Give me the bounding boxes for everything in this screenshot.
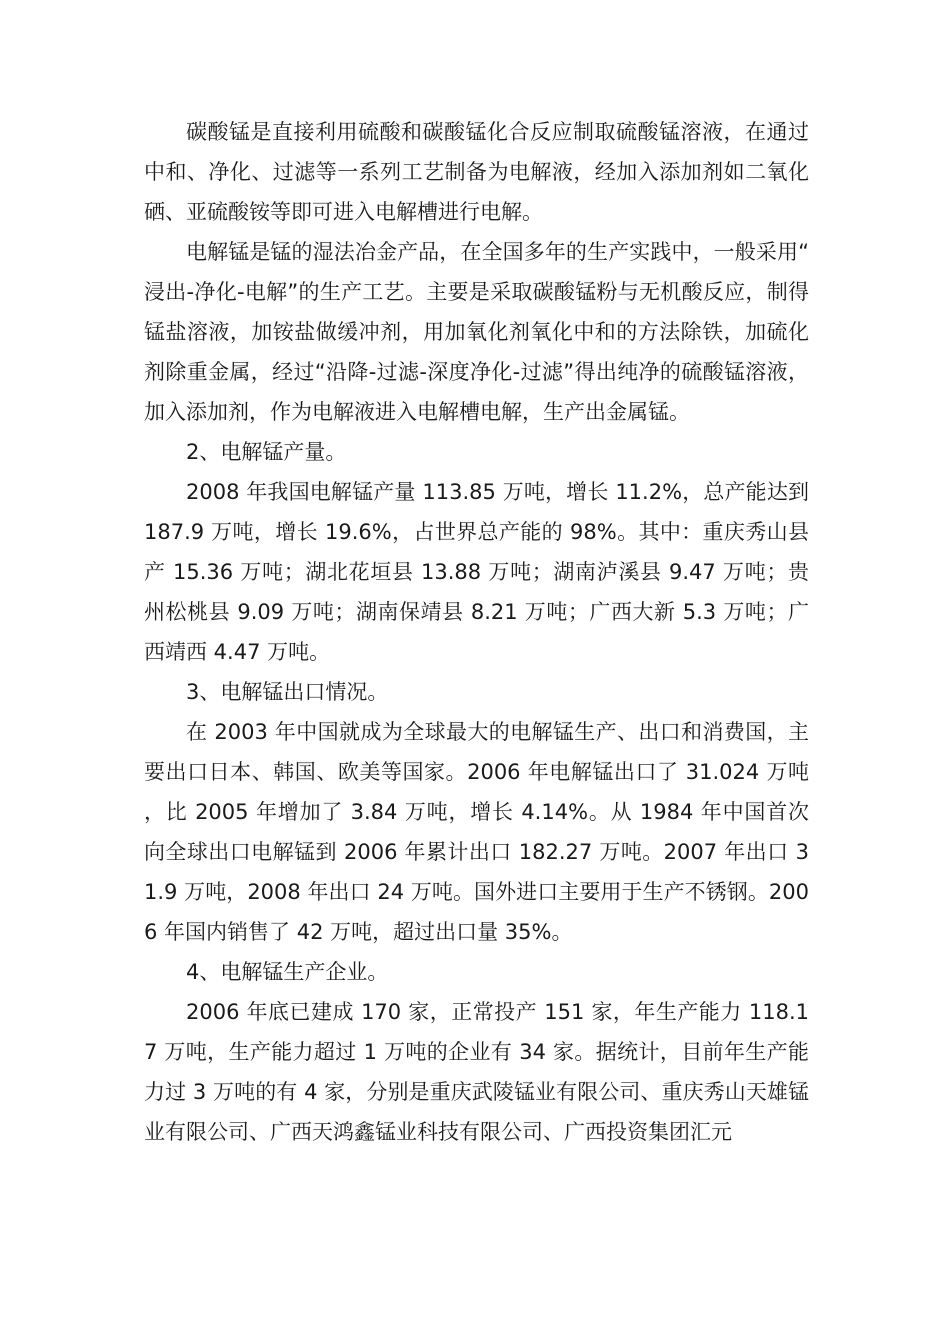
section-heading-enterprises: 4、电解锰生产企业。 (186, 960, 389, 984)
paragraph-output: 2008 年我国电解锰产量 113.85 万吨，增长 11.2%，总产能达到 187.9 万吨，增长 19.6%，占世界总产能的 98%。其中：重庆秀山县产 15.36 万吨；湖北花垣县 13.88 万吨；湖南泸溪县 9.47 万吨；贵州松桃县 9.09 万吨；湖南保靖县 8.21 万吨；广西大新 5.3 万吨；广西靖西 4.47 万吨。 (144, 480, 809, 664)
section-heading-export: 3、电解锰出口情况。 (186, 680, 389, 704)
paragraph-production-process: 电解锰是锰的湿法冶金产品，在全国多年的生产实践中，一般采用“浸出-净化-电解”的生产工艺。主要是采取碳酸锰粉与无机酸反应，制得锰盐溶液，加铵盐做缓冲剂，用加氧化剂氧化中和的方法除铁，加硫化剂除重金属，经过“沿降-过滤-深度净化-过滤”得出纯净的硫酸锰溶液，加入添加剂，作为电解液进入电解槽电解，生产出金属锰。 (144, 240, 809, 424)
document-body (144, 112, 809, 1152)
paragraph-enterprises: 2006 年底已建成 170 家，正常投产 151 家，年生产能力 118.17 万吨，生产能力超过 1 万吨的企业有 34 家。据统计，目前年生产能力过 3 万吨的有 4 家，分别是重庆武陵锰业有限公司、重庆秀山天雄锰业有限公司、广西天鸿鑫锰业科技有限公司、广西投资集团汇元 (144, 1000, 809, 1144)
section-heading-output: 2、电解锰产量。 (186, 440, 347, 464)
paragraph-export: 在 2003 年中国就成为全球最大的电解锰生产、出口和消费国，主要出口日本、韩国、欧美等国家。2006 年电解锰出口了 31.024 万吨，比 2005 年增加了 3.84 万吨，增长 4.14%。从 1984 年中国首次向全球出口电解锰到 2006 年累计出口 182.27 万吨。2007 年出口 31.9 万吨，2008 年出口 24 万吨。国外进口主要用于生产不锈钢。2006 年国内销售了 42 万吨，超过出口量 35%。 (144, 720, 809, 944)
paragraph-electrolyte-preparation: 碳酸锰是直接利用硫酸和碳酸锰化合反应制取硫酸锰溶液，在通过中和、净化、过滤等一系列工艺制备为电解液，经加入添加剂如二氧化硒、亚硫酸铵等即可进入电解槽进行电解。 (144, 120, 809, 224)
